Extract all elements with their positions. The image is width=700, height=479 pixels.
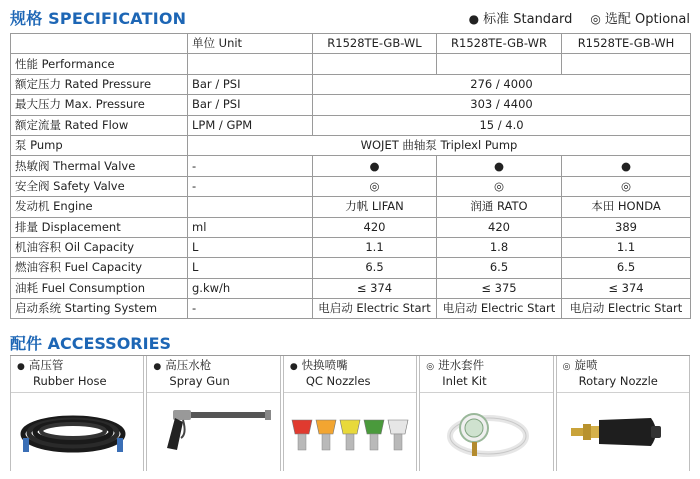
row-name: 泵 Pump [11, 135, 188, 155]
optional-ring-icon: ◎ [437, 176, 562, 196]
spec-title: 规格 SPECIFICATION [10, 9, 187, 28]
row-value: 420 [437, 217, 562, 237]
nozzle-tip-icon [316, 420, 336, 450]
accessory-name-en: Rotary Nozzle [578, 374, 658, 388]
table-row [11, 74, 691, 94]
table-row [11, 95, 691, 115]
row-value: 电启动 Electric Start [313, 299, 437, 319]
accessory-name-en: Spray Gun [169, 374, 230, 388]
row-value: ≤ 375 [437, 278, 562, 298]
row-name: 热敏阀 Thermal Valve [11, 156, 188, 176]
row-name: 性能 Performance [11, 54, 188, 74]
row-value: 6.5 [437, 258, 562, 278]
spray-gun-icon [147, 394, 279, 471]
table-row [11, 217, 691, 237]
row-value: 1.8 [437, 237, 562, 257]
row-name: 额定压力 Rated Pressure [11, 74, 188, 94]
row-value: 420 [313, 217, 437, 237]
accessory-bullet: ● [289, 362, 298, 372]
table-header-row [11, 34, 691, 54]
row-name: 额定流量 Rated Flow [11, 115, 188, 135]
accessory-rubber-hose [10, 356, 144, 471]
table-row [11, 135, 691, 155]
row-value: 电启动 Electric Start [437, 299, 562, 319]
nozzles-icon [284, 394, 416, 471]
accessory-name-cn: 进水套件 [438, 358, 485, 372]
row-value: 1.1 [562, 237, 691, 257]
table-row [11, 197, 691, 217]
model-wh: R1528TE-GB-WH [562, 34, 691, 54]
row-unit: - [188, 156, 313, 176]
accessory-spray-gun [146, 356, 280, 471]
row-name: 油耗 Fuel Consumption [11, 278, 188, 298]
model-wr: R1528TE-GB-WR [437, 34, 562, 54]
row-value: 15 / 4.0 [313, 115, 691, 135]
accessory-name-cn: 高压水枪 [165, 358, 212, 372]
accessory-bullet: ● [17, 362, 25, 372]
table-row [11, 156, 691, 176]
row-value: ≤ 374 [562, 278, 691, 298]
table-row [11, 54, 691, 74]
standard-dot-icon: ● [313, 156, 437, 176]
accessory-name-cn: 高压管 [28, 358, 64, 372]
legend [469, 8, 690, 27]
standard-dot-icon: ● [437, 156, 562, 176]
nozzle-tip-icon [292, 420, 312, 450]
spec-table [10, 33, 691, 319]
nozzle-tip-icon [340, 420, 360, 450]
accessories-title: 配件 ACCESSORIES [10, 334, 172, 353]
accessory-bullet: ● [153, 362, 162, 372]
inlet-kit-icon [420, 394, 552, 471]
row-name: 发动机 Engine [11, 197, 188, 217]
row-name: 燃油容积 Fuel Capacity [11, 258, 188, 278]
accessory-bullet: ◎ [562, 362, 571, 372]
accessory-inlet-kit [419, 356, 553, 471]
accessory-rotary-nozzle [556, 356, 690, 471]
table-row [11, 115, 691, 135]
accessory-name-en: Inlet Kit [442, 374, 487, 388]
row-value: 389 [562, 217, 691, 237]
hose-icon [11, 394, 143, 471]
row-value: 276 / 4000 [313, 74, 691, 94]
standard-label: 标准 Standard [483, 12, 573, 27]
row-value: 1.1 [313, 237, 437, 257]
row-name: 排量 Displacement [11, 217, 188, 237]
standard-symbol: ● [468, 12, 480, 26]
row-unit: Bar / PSI [188, 95, 313, 115]
accessory-bullet: ◎ [426, 362, 435, 372]
table-row [11, 237, 691, 257]
optional-label: 选配 Optional [604, 12, 690, 27]
optional-ring-icon: ◎ [562, 176, 691, 196]
model-wl: R1528TE-GB-WL [313, 34, 437, 54]
row-unit: L [188, 237, 313, 257]
nozzle-tip-icon [364, 420, 384, 450]
row-unit: Bar / PSI [188, 74, 313, 94]
nozzle-tip-icon [388, 420, 408, 450]
accessory-name-cn: 旋喷 [574, 358, 598, 372]
row-value: 润通 RATO [437, 197, 562, 217]
accessory-name-en: Rubber Hose [33, 374, 107, 388]
row-unit: L [188, 258, 313, 278]
row-name: 最大压力 Max. Pressure [11, 95, 188, 115]
row-value: 力帆 LIFAN [313, 197, 437, 217]
row-value: ≤ 374 [313, 278, 437, 298]
optional-ring-icon: ◎ [313, 176, 437, 196]
accessory-qc-nozzles [283, 356, 417, 471]
row-value: 6.5 [562, 258, 691, 278]
spec-header [0, 0, 700, 33]
header-blank [11, 34, 188, 54]
table-row [11, 258, 691, 278]
standard-dot-icon: ● [562, 156, 691, 176]
row-value: 电启动 Electric Start [562, 299, 691, 319]
optional-symbol: ◎ [590, 12, 601, 26]
row-unit: LPM / GPM [188, 115, 313, 135]
accessory-name-en: QC Nozzles [305, 374, 371, 388]
accessory-name-cn: 快换喷嘴 [301, 358, 348, 372]
table-row [11, 299, 691, 319]
accessories-grid [10, 355, 690, 471]
row-value: 6.5 [313, 258, 437, 278]
row-value: WOJET 曲轴泵 Triplexl Pump [188, 135, 691, 155]
table-row [11, 278, 691, 298]
table-row [11, 176, 691, 196]
row-name: 机油容积 Oil Capacity [11, 237, 188, 257]
row-name: 启动系统 Starting System [11, 299, 188, 319]
unit-header: 单位 Unit [188, 34, 313, 54]
rotary-nozzle-icon [557, 394, 689, 471]
row-value: 303 / 4400 [313, 95, 691, 115]
row-unit: ml [188, 217, 313, 237]
row-unit: g.kw/h [188, 278, 313, 298]
row-unit: - [188, 299, 313, 319]
row-name: 安全阀 Safety Valve [11, 176, 188, 196]
row-unit: - [188, 176, 313, 196]
row-value: 本田 HONDA [562, 197, 691, 217]
